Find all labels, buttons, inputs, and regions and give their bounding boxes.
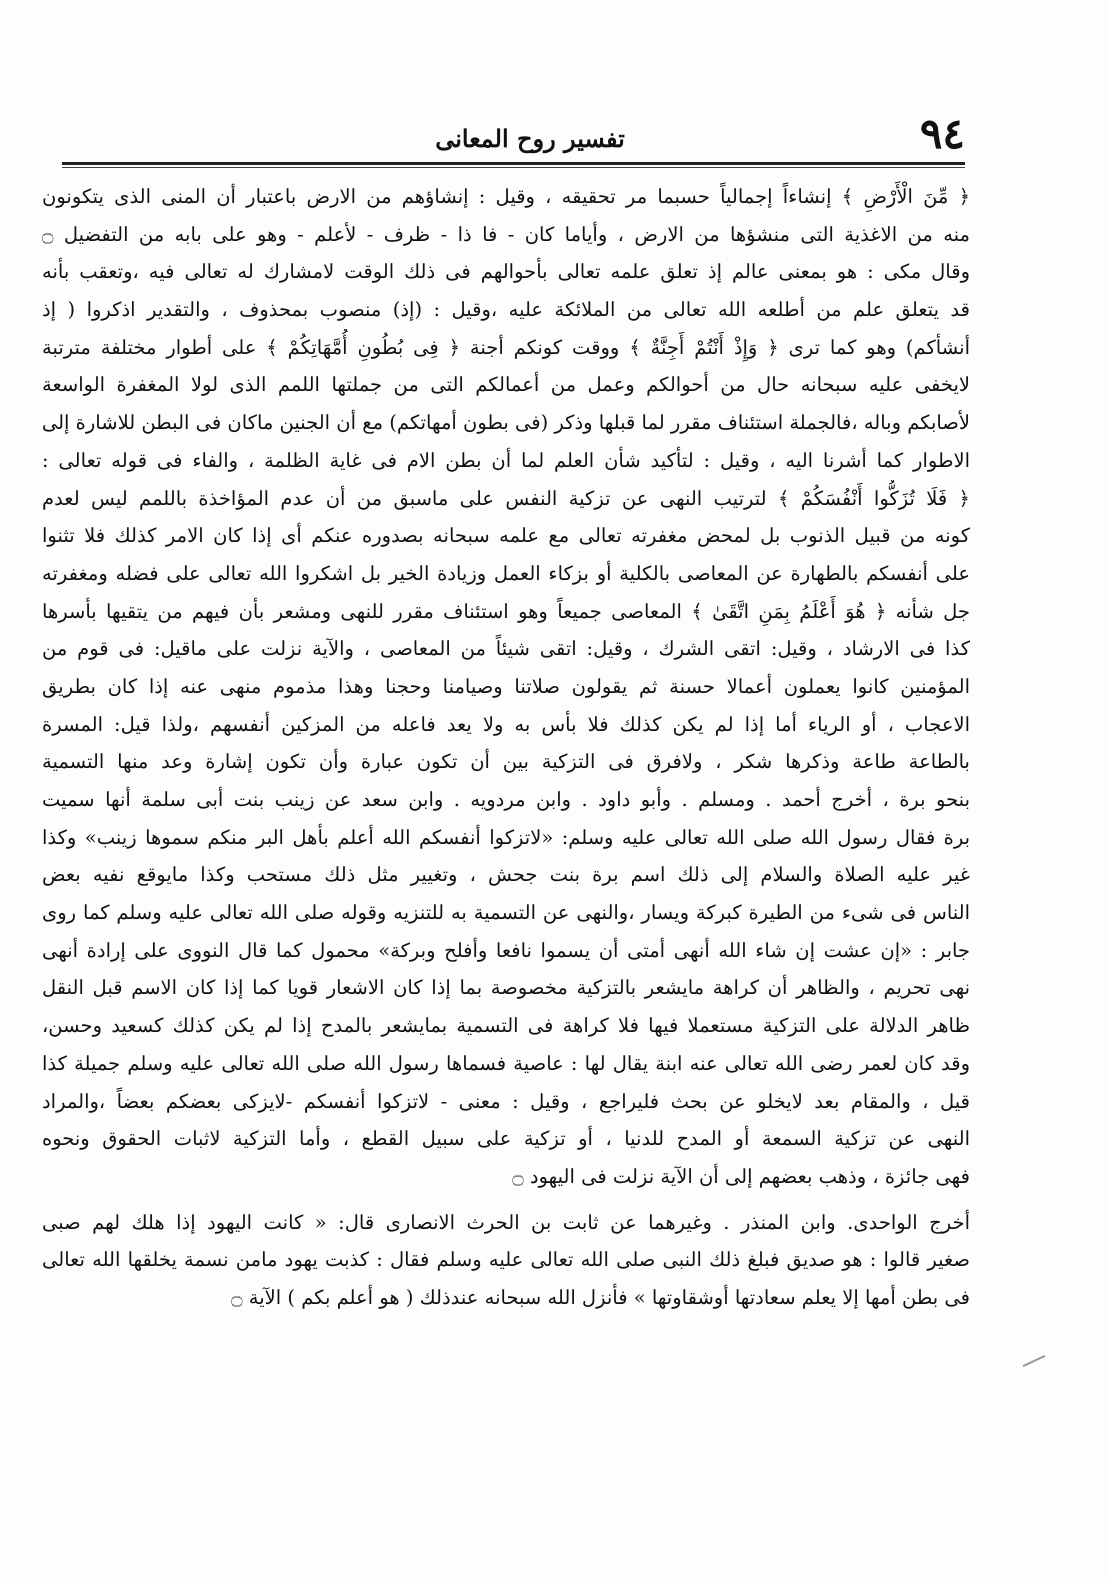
text-line: غير عليه الصلاة والسلام إلى ذلك اسم برة بنت جحش ، وتغيير مثل ذلك مستحب وكذا مايوقع نفيه بعض [42, 863, 970, 887]
text-line: برة فقال رسول الله صلى الله تعالى عليه وسلم: «لاتزكوا أنفسكم الله أعلم بأهل البر منكم سموها زينب» وكذا [42, 825, 970, 849]
text-line: صغير قالوا : هو صديق فبلغ ذلك النبى صلى الله تعالى عليه وسلم فقال : كذبت يهود مامن نسمة يخلقها الله تعالى [42, 1248, 970, 1272]
text-line: الناس فى شىء من الطيرة كبركة ويسار ،والنهى عن التسمية به للتنزيه وقوله صلى الله تعالى عليه وسلم كما روى [42, 901, 970, 925]
text-line: وقد كان لعمر رضى الله تعالى عنه ابنة يقال لها : عاصية فسماها رسول الله صلى الله تعالى عليه وسلم جميلة كذا [42, 1051, 970, 1075]
margin-pencil-mark [1023, 1355, 1046, 1367]
text-line: جل شأنه ﴿ هُوَ أَعْلَمُ بِمَنِ اتَّقَىٰ ﴾ المعاصى جميعاً وهو استئناف مقرر للنهى ومشعر بأن فيهم من يتقيها بأسرها [42, 599, 970, 623]
text-line: فى بطن أمها إلا يعلم سعادتها أوشقاوتها » فأنزل الله سبحانه عندذلك ( هو أعلم بكم ) الآية ۝ [231, 1285, 970, 1309]
running-title: تفسير روح المعانى [435, 124, 625, 153]
text-line: منه من الاغذية التى منشؤها من الارض ، وأياما كان - فا ذا - ظرف - لأعلم - وهو على بابه من التفضيل ۝ [42, 222, 970, 246]
text-line: نهى تحريم ، والظاهر أن كراهة مايشعر بالتزكية مخصوصة بما إذا كان الاشعار قويا كما إذا كان الاسم قبل النقل [42, 976, 970, 1000]
text-line: أنشأكم) وهو كما ترى ﴿ وَإِذْ أَنْتُمْ أَجِنَّةٌ ﴾ ووقت كونكم أجنة ﴿ فِى بُطُونِ أُمَّهَاتِكُمْ ﴾ على أطوار مختلفة مترتبة [42, 335, 970, 359]
text-line: قيل ، والمقام بعد لايخلو عن بحث فليراجع ، وقيل : معنى - لاتزكوا أنفسكم -لايزكى بعضكم بعضاً ،والمراد [42, 1089, 970, 1113]
text-line: لأصابكم وباله ،فالجملة استئناف مقرر لما قبلها وذكر (فى بطون أمهاتكم) مع أن الجنين ماكان فى البطن للاشارة إلى [42, 411, 970, 435]
text-line: كذا فى الارشاد ، وقيل: اتقى الشرك ، وقيل: اتقى شيئاً من المعاصى ، والآية نزلت على ماقيل: فى قوم من [42, 637, 970, 661]
text-line: كونه من قبيل الذنوب بل لمحض مغفرته تعالى مع علمه سبحانه بصدوره عنكم أى إذا كان الامر كذلك فلا تثنوا [42, 524, 970, 548]
text-line: المؤمنين كانوا يعملون أعمالا حسنة ثم يقولون صلاتنا وصيامنا وحجنا وهذا مذموم منهى عنه إذا كان بطريق [42, 674, 970, 698]
text-line: ﴿ فَلَا تُزَكُّوا أَنْفُسَكُمْ ﴾ لترتيب النهى عن تزكية النفس على ماسبق من أن عدم المؤاخذة باللمم ليس لعدم [42, 486, 970, 510]
text-line: ﴿ مِّنَ الْأَرْضِ ﴾ إنشاءاً إجمالياً حسبما مر تحقيقه ، وقيل : إنشاؤهم من الارض باعتبار أن المنى الذى يتكونون [42, 185, 970, 208]
text-line: جابر : «إن عشت إن شاء الله أنهى أمتى أن يسموا نافعا وأفلح وبركة» محمول كما قال النووى على إرادة أنهى [42, 938, 970, 962]
text-line: قد يتعلق علم من أطلعه الله تعالى من الملائكة عليه ،وقيل : (إذ) منصوب بمحذوف ، والتقدير اذكروا ( إذ [42, 298, 970, 322]
page-header [60, 109, 965, 162]
body-text [42, 178, 970, 1317]
paragraph-gap [42, 1196, 970, 1204]
text-line: لايخفى عليه سبحانه حال من أحوالكم وعمل من أعمالكم التى من جملتها اللمم الذى لولا المغفرة الواسعة [42, 373, 970, 397]
text-line: الاطوار كما أشرنا اليه ، وقيل : لتأكيد شأن العلم لما أن بطن الام فى غاية الظلمة ، والفاء فى قوله تعالى : [42, 448, 970, 472]
text-line: بالطاعة طاعة وذكرها شكر ، ولافرق فى التزكية بين أن تكون عبارة وأن تكون إشارة وعد منها التسمية [42, 750, 970, 774]
text-line: على أنفسكم بالطهارة عن المعاصى بالكلية أو بزكاء العمل وزيادة الخير بل اشكروا الله تعالى على فضله ومغفرته [42, 561, 970, 585]
text-line: الاعجاب ، أو الرياء أما إذا لم يكن كذلك فلا بأس به ولا يعد فاعله من المزكين أنفسهم ،ولذا قيل: المسرة [42, 712, 970, 736]
text-line: أخرج الواحدى. وابن المنذر . وغيرهما عن ثابت بن الحرث الانصارى قال: « كانت اليهود إذا هلك لهم صبى [42, 1210, 970, 1234]
text-line: بنحو برة ، أخرج أحمد . ومسلم . وأبو داود . وابن مردويه . وابن سعد عن زينب بنت أبى سلمة أنها سميت [42, 788, 970, 811]
text-line: فهى جائزة ، وذهب بعضهم إلى أن الآية نزلت فى اليهود ۝ [512, 1164, 970, 1188]
page-number: ٩٤ [919, 109, 965, 158]
text-line: وقال مكى : هو بمعنى عالم إذ تعلق علمه تعالى بأحوالهم فى ذلك الوقت لامشارك له تعالى فيه ،وتعقب بأنه [42, 260, 970, 284]
header-rule [62, 162, 965, 165]
text-line: النهى عن تزكية السمعة أو المدح للدنيا ، أو تزكية على سبيل القطع ، وأما التزكية لاثبات الحقوق ونحوه [42, 1127, 970, 1151]
text-line: ظاهر الدلالة على التزكية مستعملا فيها فلا كراهة فى التسمية بمايشعر بالمدح إذا لم يكن كذلك كسعيد وحسن، [42, 1014, 970, 1038]
header-rule-thin [62, 167, 965, 168]
